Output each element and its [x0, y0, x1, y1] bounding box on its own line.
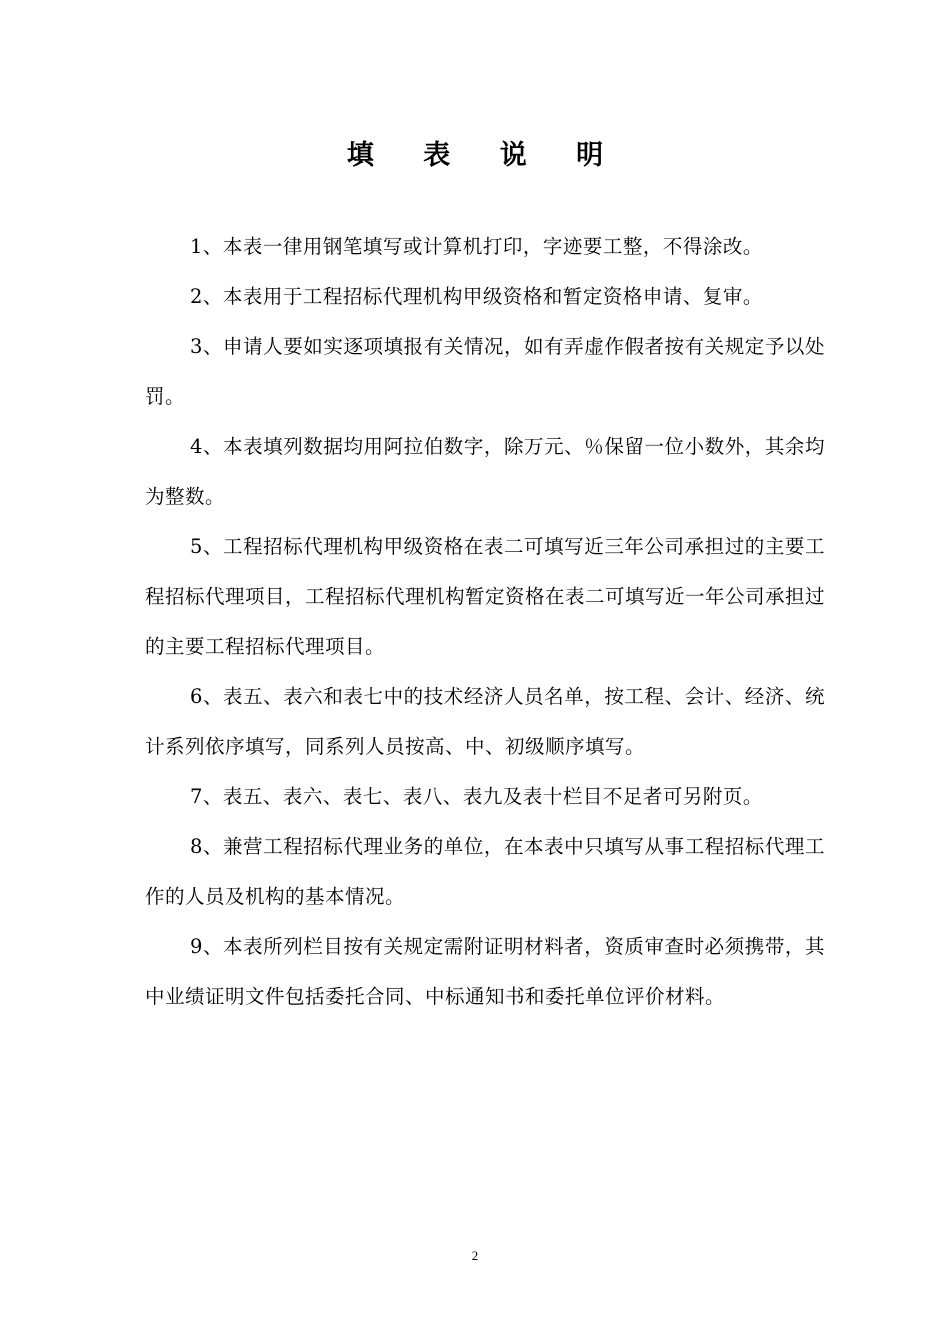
- instruction-item-4: 4、本表填列数据均用阿拉伯数字，除万元、％保留一位小数外，其余均为整数。: [145, 435, 825, 508]
- instructions-body: [145, 222, 825, 1022]
- instruction-item-7: 7、表五、表六、表七、表八、表九及表十栏目不足者可另附页。: [190, 785, 763, 808]
- instruction-item-8: 8、兼营工程招标代理业务的单位，在本表中只填写从事工程招标代理工作的人员及机构的基本情况。: [145, 835, 825, 908]
- page-title: 填 表 说 明: [346, 140, 624, 171]
- instruction-item-9: 9、本表所列栏目按有关规定需附证明材料者，资质审查时必须携带，其中业绩证明文件包括委托合同、中标通知书和委托单位评价材料。: [145, 935, 825, 1008]
- instruction-item-5: 5、工程招标代理机构甲级资格在表二可填写近三年公司承担过的主要工程招标代理项目，工程招标代理机构暂定资格在表二可填写近一年公司承担过的主要工程招标代理项目。: [145, 535, 826, 658]
- instruction-item-6: 6、表五、表六和表七中的技术经济人员名单，按工程、会计、经济、统计系列依序填写，同系列人员按高、中、初级顺序填写。: [145, 685, 825, 758]
- instruction-item-2: 2、本表用于工程招标代理机构甲级资格和暂定资格申请、复审。: [190, 285, 763, 308]
- instruction-item-1: 1、本表一律用钢笔填写或计算机打印，字迹要工整，不得涂改。: [190, 235, 763, 258]
- page-number: 2: [471, 1248, 479, 1263]
- instruction-item-3: 3、申请人要如实逐项填报有关情况，如有弄虚作假者按有关规定予以处罚。: [145, 335, 825, 408]
